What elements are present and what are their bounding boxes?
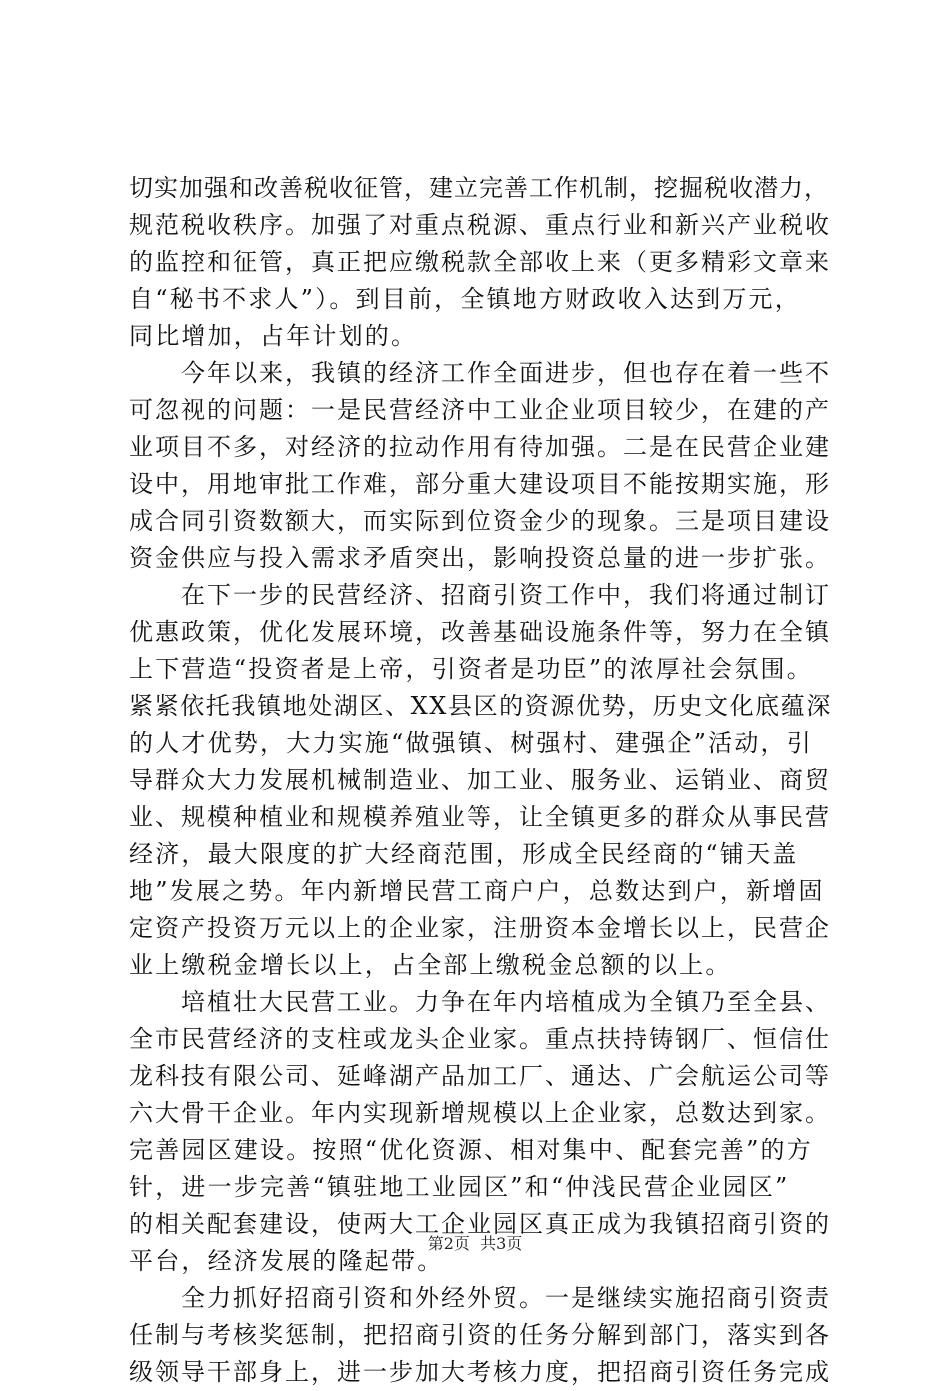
text-line-19: 经济，最大限度的扩大经商范围，形成全民经商的“铺天盖: [129, 840, 799, 868]
document-body: [129, 170, 833, 1391]
text-line-13: 优惠政策，优化发展环境，改善基础设施条件等，努力在全镇: [129, 618, 831, 646]
text-line-10: 成合同引资数额大，而实际到位资金少的现象。三是项目建设: [129, 507, 831, 535]
text-line-11: 资金供应与投入需求矛盾突出，影响投资总量的进一步扩张。: [129, 544, 831, 572]
text-line-15: 紧紧依托我镇地处湖区、XX县区的资源优势，历史文化底蕴深: [129, 692, 832, 720]
text-line-21: 定资产投资万元以上的企业家，注册资本金增长以上，民营企: [129, 914, 831, 942]
text-line-32: 任制与考核奖惩制，把招商引资的任务分解到部门，落实到各: [129, 1321, 831, 1349]
text-line-33: 级领导干部身上，进一步加大考核力度，把招商引资任务完成: [129, 1358, 831, 1386]
text-line-29: 的相关配套建设，使两大工企业园区真正成为我镇招商引资的: [129, 1210, 831, 1238]
text-line-26: 六大骨干企业。年内实现新增规模以上企业家，总数达到家。: [129, 1099, 831, 1127]
text-line-8: 业项目不多，对经济的拉动作用有待加强。二是在民营企业建: [129, 433, 831, 461]
text-line-23: 培植壮大民营工业。力争在年内培植成为全镇乃至全县、: [129, 988, 831, 1016]
text-line-31: 全力抓好招商引资和外经外贸。一是继续实施招商引资责: [129, 1284, 831, 1312]
text-line-22: 业上缴税金增长以上，占全部上缴税金总额的以上。: [129, 951, 732, 979]
text-line-24: 全市民营经济的支柱或龙头企业家。重点扶持铸钢厂、恒信仕: [129, 1025, 831, 1053]
page-number: 第2页 共3页: [427, 1234, 523, 1253]
text-line-27: 完善园区建设。按照“优化资源、相对集中、配套完善”的方: [129, 1136, 813, 1164]
text-line-5: 同比增加，占年计划的。: [129, 322, 418, 350]
text-line-17: 导群众大力发展机械制造业、加工业、服务业、运销业、商贸: [129, 766, 831, 794]
text-line-9: 设中，用地审批工作难，部分重大建设项目不能按期实施，形: [129, 470, 831, 498]
text-line-3: 的监控和征管，真正把应缴税款全部收上来（更多精彩文章来: [129, 248, 831, 276]
text-line-18: 业、规模种植业和规模养殖业等，让全镇更多的群众从事民营: [129, 803, 831, 831]
text-line-16: 的人才优势，大力实施“做强镇、树强村、建强企”活动，引: [129, 729, 813, 757]
text-line-2: 规范税收秩序。加强了对重点税源、重点行业和新兴产业税收: [129, 211, 831, 239]
text-line-28: 针，进一步完善“镇驻地工业园区”和“仲浅民营企业园区”: [129, 1173, 790, 1201]
text-line-14: 上下营造“投资者是上帝，引资者是功臣”的浓厚社会氛围。: [129, 655, 813, 683]
page-footer: [0, 1233, 950, 1255]
text-line-25: 龙科技有限公司、延峰湖产品加工厂、通达、广会航运公司等: [129, 1062, 831, 1090]
text-line-20: 地”发展之势。年内新增民营工商户户，总数达到户，新增固: [129, 877, 825, 905]
text-line-30: 平台，经济发展的隆起带。: [129, 1247, 444, 1275]
text-line-1: 切实加强和改善税收征管，建立完善工作机制，挖掘税收潜力，: [129, 174, 829, 202]
text-line-7: 可忽视的问题：一是民营经济中工业企业项目较少，在建的产: [129, 396, 831, 424]
text-line-6: 今年以来，我镇的经济工作全面进步，但也存在着一些不: [129, 359, 831, 387]
text-line-12: 在下一步的民营经济、招商引资工作中，我们将通过制订: [129, 581, 831, 609]
text-line-4: 自“秘书不求人”）。到目前，全镇地方财政收入达到万元，: [129, 285, 801, 313]
